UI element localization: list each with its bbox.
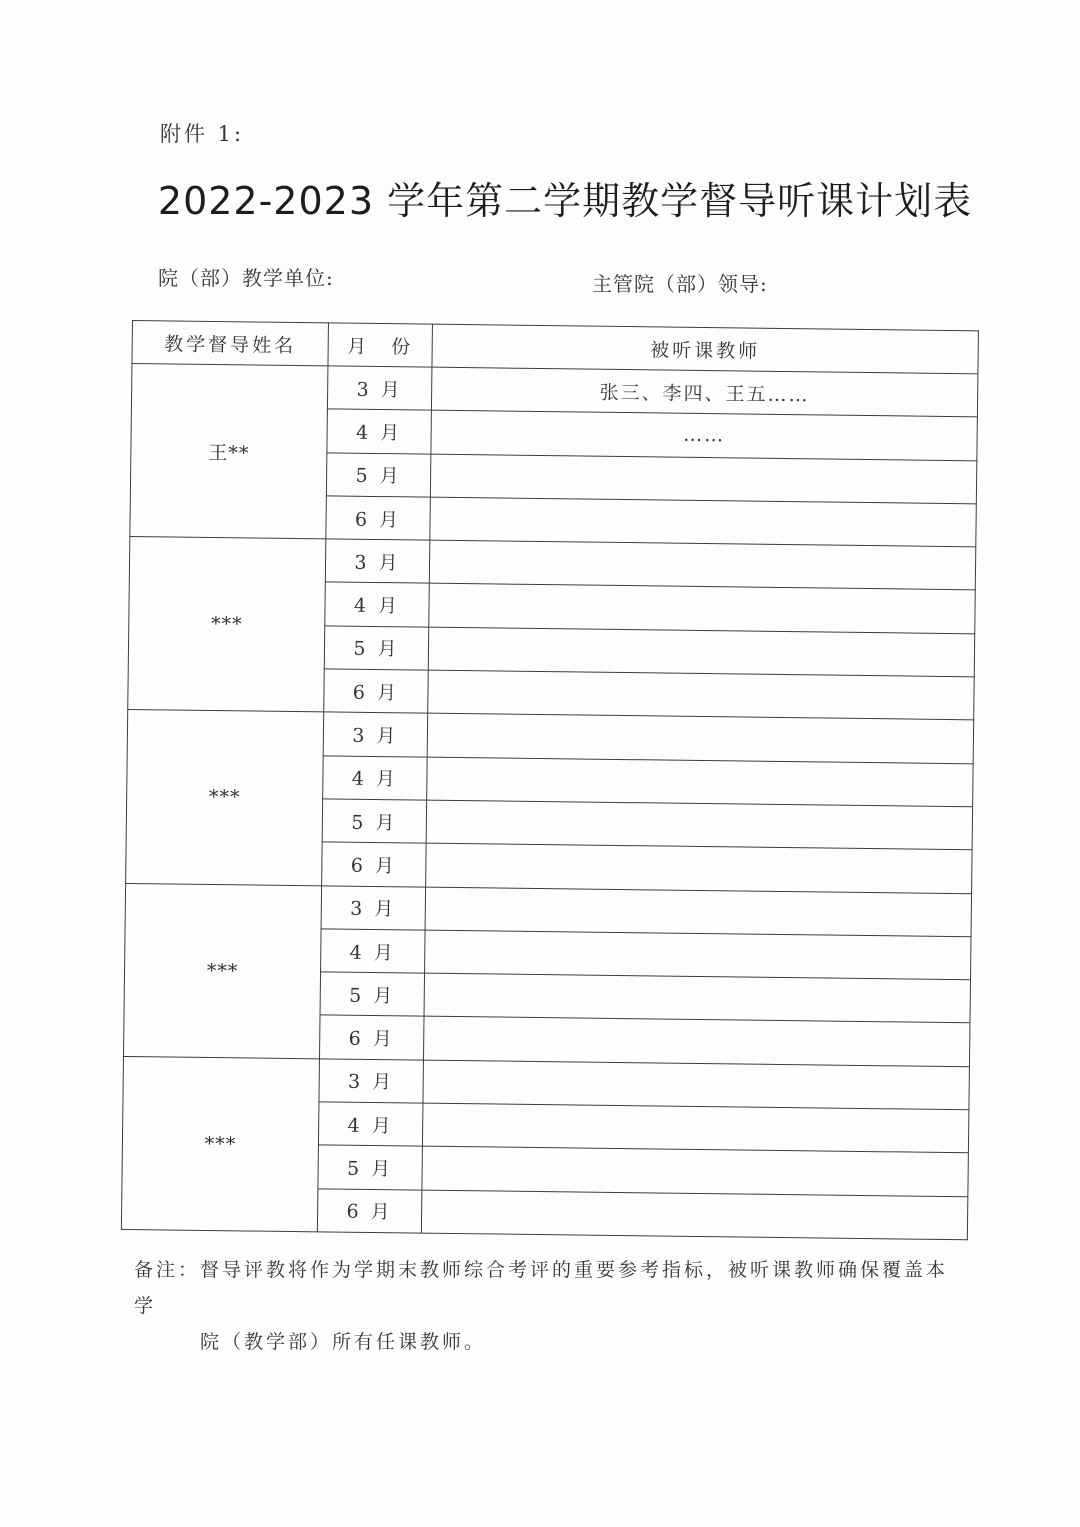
observed-teachers-cell [427,757,973,807]
observed-teachers-cell [422,1146,968,1196]
month-cell: 6 月 [326,496,431,541]
month-cell: 4 月 [318,1102,423,1147]
month-cell: 4 月 [327,409,432,454]
observed-teachers-cell [425,930,971,980]
supervisor-name-cell: *** [126,710,324,886]
note [134,1252,954,1360]
observed-teachers-cell [430,454,976,504]
month-cell: 4 月 [323,756,428,801]
observed-teachers-cell [423,1017,969,1067]
observed-teachers-cell [424,973,970,1023]
observed-teachers-cell [429,584,975,634]
month-cell: 6 月 [317,1188,422,1233]
table-row [123,1056,969,1110]
table-row [131,364,977,418]
attachment-label: 附件 1: [160,122,245,146]
observed-teachers-cell [422,1103,968,1153]
observed-teachers-cell [425,887,971,937]
month-cell: 5 月 [324,626,429,671]
observed-teachers-cell [430,497,976,547]
observed-teachers-cell [426,800,972,850]
observed-teachers-cell: 张三、李四、王五…… [431,367,977,417]
month-cell: 5 月 [320,972,425,1017]
note-line-2: 院（教学部）所有任课教师。 [200,1331,487,1353]
month-cell: 3 月 [319,1059,424,1104]
observed-teachers-cell [429,540,975,590]
observed-teachers-cell: …… [431,410,977,460]
header-month: 月 份 [328,323,433,367]
observed-teachers-cell [423,1060,969,1110]
observed-teachers-cell [427,714,973,764]
month-cell: 3 月 [325,539,430,584]
observed-teachers-cell [421,1190,967,1240]
month-cell: 4 月 [321,929,426,974]
header-teachers: 被听课教师 [432,324,978,374]
month-cell: 5 月 [322,799,427,844]
month-cell: 4 月 [325,582,430,627]
supervisor-name-cell: *** [124,883,322,1059]
observed-teachers-cell [428,670,974,720]
supervisor-name-cell: *** [128,537,326,713]
month-cell: 3 月 [323,712,428,757]
table-row [129,537,975,591]
document-title: 2022-2023 学年第二学期教学督导听课计划表 [157,179,973,223]
month-cell: 3 月 [327,366,432,411]
observed-teachers-cell [426,843,972,893]
table-body [121,364,978,1240]
leader-label: 主管院（部）领导: [592,272,768,296]
table-row [125,883,971,937]
supervisor-name-cell: *** [121,1056,319,1232]
header-supervisor: 教学督导姓名 [132,321,329,366]
plan-table [121,320,979,1240]
month-cell: 6 月 [324,669,429,714]
observed-teachers-cell [428,627,974,677]
month-cell: 3 月 [321,885,426,930]
month-cell: 6 月 [322,842,427,887]
plan-table-wrapper [121,320,978,1240]
month-cell: 6 月 [319,1015,424,1060]
table-row [127,710,973,764]
supervisor-name-cell: 王** [130,364,328,540]
month-cell: 5 月 [326,452,431,497]
unit-label: 院（部）教学单位: [158,266,334,290]
note-line-1: 备注：督导评教将作为学期末教师综合考评的重要参考指标，被听课教师确保覆盖本学 [134,1259,949,1317]
month-cell: 5 月 [318,1145,423,1190]
